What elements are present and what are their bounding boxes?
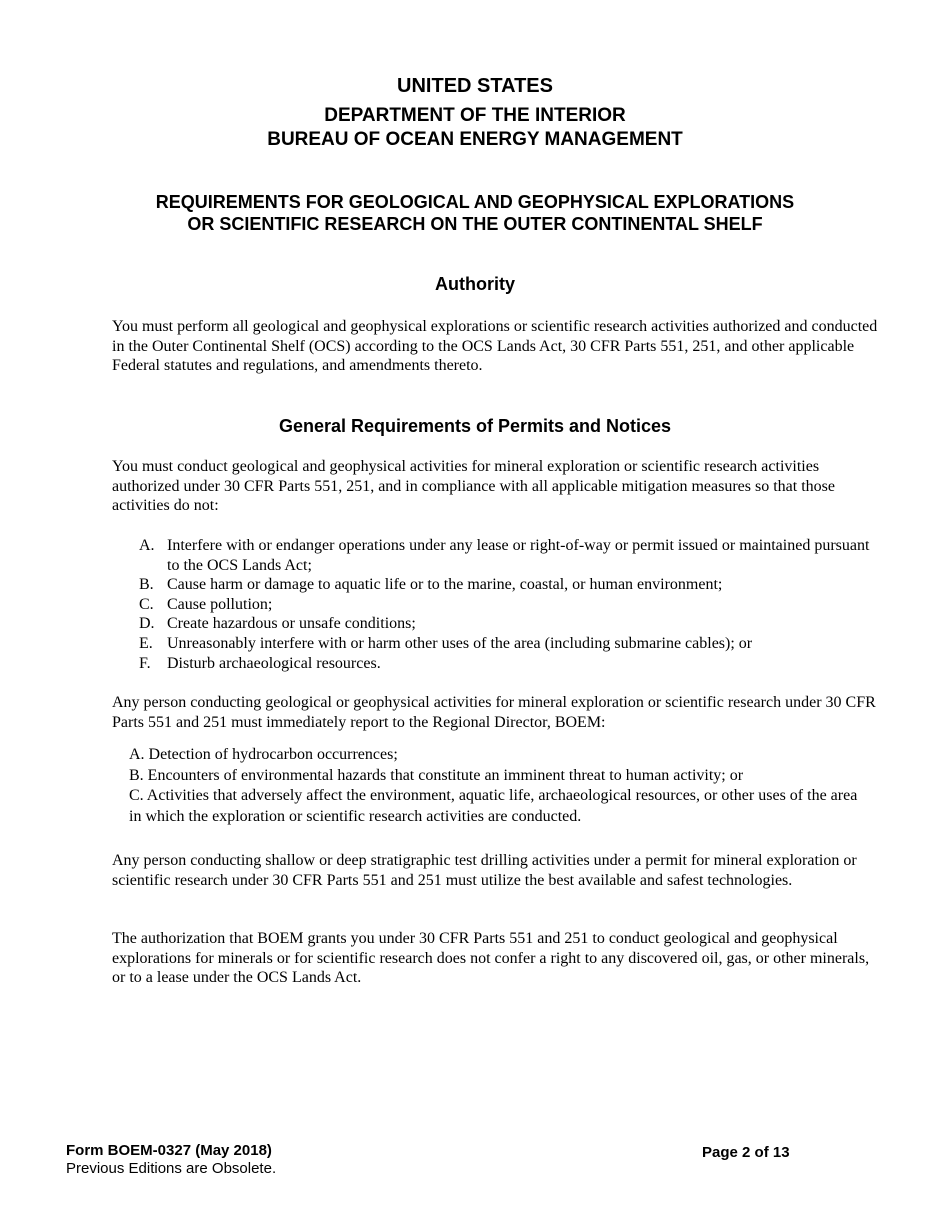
general-intro: You must conduct geological and geophysical activities for mineral exploration or scientific research activities authorized under 30 CFR Parts 551, 251, and in compliance with all applicable mitigation measures so that those activities do not: xyxy=(112,458,835,515)
authorization-paragraph xyxy=(112,929,882,988)
page-number: Page 2 of 13 xyxy=(702,1144,790,1161)
list-item-text: Create hazardous or unsafe conditions; xyxy=(167,615,416,633)
authority-paragraph xyxy=(112,317,882,376)
list-item: A. Detection of hydrocarbon occurrences; xyxy=(129,746,398,763)
list-item-text: Disturb archaeological resources. xyxy=(167,654,381,672)
agency-department: DEPARTMENT OF THE INTERIOR xyxy=(324,105,626,126)
report-intro: Any person conducting geological or geophysical activities for mineral exploration or scientific research under 30 CFR Parts 551 and 251 must immediately report to the Regional Director, BOEM: xyxy=(112,694,876,731)
report-items-list xyxy=(129,745,859,827)
footer-form-info xyxy=(66,1142,276,1178)
list-item xyxy=(139,614,879,634)
general-requirements-heading xyxy=(0,415,950,437)
report-intro-paragraph xyxy=(112,693,882,732)
authority-body: You must perform all geological and geophysical explorations or scientific research activities authorized and conducted in the Outer Continental Shelf (OCS) according to the OCS Lands Act, 30 CFR Parts 551, 251, and other applicable Federal statutes and regulations, and amendments thereto. xyxy=(112,318,878,375)
general-requirements-heading-text: General Requirements of Permits and Notices xyxy=(278,416,672,436)
list-item-letter: E. xyxy=(139,634,153,652)
list-item xyxy=(139,575,879,595)
list-item xyxy=(139,654,879,674)
list-item-letter: F. xyxy=(139,654,151,672)
list-item-letter: D. xyxy=(139,615,155,633)
editions-note: Previous Editions are Obsolete. xyxy=(66,1160,277,1177)
list-item-text: Cause pollution; xyxy=(167,595,273,613)
prohibited-activities-list xyxy=(139,536,879,673)
list-item xyxy=(139,536,879,575)
authority-heading xyxy=(0,273,950,295)
document-title-line-1: REQUIREMENTS FOR GEOLOGICAL AND GEOPHYSICAL EXPLORATIONS xyxy=(155,192,795,212)
drilling-text: Any person conducting shallow or deep stratigraphic test drilling activities under a permit for mineral exploration or scientific research under 30 CFR Parts 551 and 251 must utilize the best available and safest technologies. xyxy=(112,852,857,889)
list-item-letter: B. xyxy=(139,576,154,594)
agency-header xyxy=(0,74,950,98)
general-intro-paragraph xyxy=(112,457,882,516)
drilling-paragraph xyxy=(112,851,882,890)
list-item: C. Activities that adversely affect the environment, aquatic life, archaeological resources, or other uses of the area in which the exploration or scientific research activities are conducted. xyxy=(129,787,858,825)
agency-bureau: BUREAU OF OCEAN ENERGY MANAGEMENT xyxy=(267,129,683,150)
authority-heading-text: Authority xyxy=(435,274,515,294)
list-item-letter: C. xyxy=(139,595,154,613)
list-item: B. Encounters of environmental hazards that constitute an imminent threat to human activity; or xyxy=(129,766,744,784)
form-identifier: Form BOEM-0327 (May 2018) xyxy=(66,1142,272,1159)
agency-country: UNITED STATES xyxy=(397,75,553,97)
authorization-text: The authorization that BOEM grants you under 30 CFR Parts 551 and 251 to conduct geological and geophysical explorations for minerals or for scientific research does not confer a right to any discovered oil, gas, or other minerals, or to a lease under the OCS Lands Act. xyxy=(112,930,870,987)
agency-department-bureau xyxy=(0,104,950,152)
document-title-line-2: OR SCIENTIFIC RESEARCH ON THE OUTER CONTINENTAL SHELF xyxy=(187,214,763,234)
list-item xyxy=(139,634,879,654)
document-title xyxy=(0,191,950,235)
list-item xyxy=(139,595,879,615)
list-item-letter: A. xyxy=(139,537,155,554)
list-item-text: Cause harm or damage to aquatic life or to the marine, coastal, or human environment; xyxy=(167,576,723,594)
list-item-text: Interfere with or endanger operations under any lease or right-of-way or permit issued or maintained pursuant to the OCS Lands Act; xyxy=(167,537,870,574)
list-item-text: Unreasonably interfere with or harm other uses of the area (including submarine cables); or xyxy=(167,634,753,652)
